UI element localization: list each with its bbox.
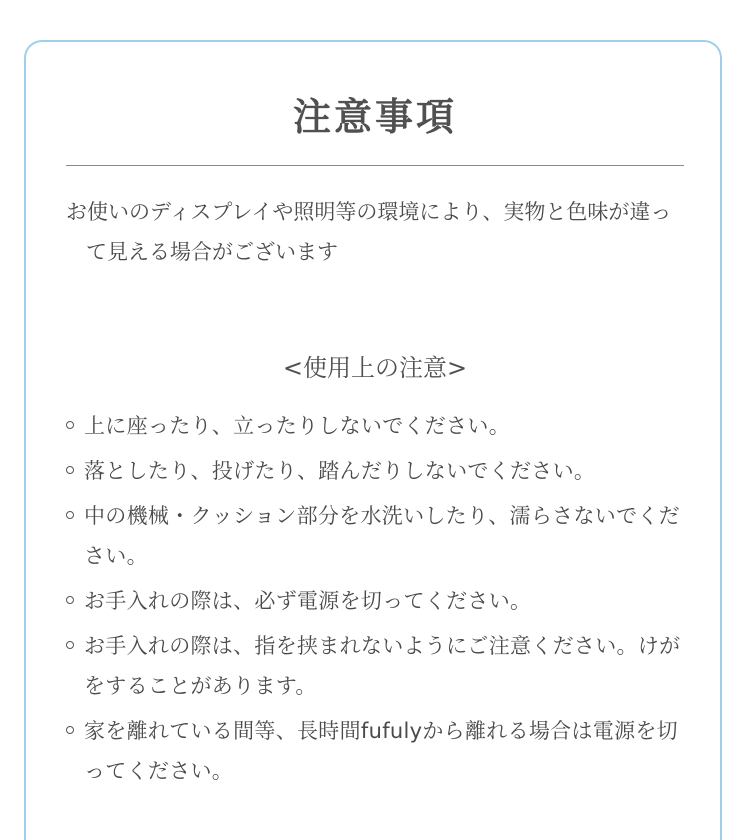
list-item xyxy=(66,626,694,706)
list-item xyxy=(66,581,694,621)
circle-bullet-icon xyxy=(66,466,74,474)
list-item xyxy=(66,451,694,491)
caution-card xyxy=(24,40,722,840)
note-text: 家を離れている間等、長時間fufulyから離れる場合は電源を切ってください。 xyxy=(84,719,678,783)
circle-bullet-icon xyxy=(66,511,74,519)
circle-bullet-icon xyxy=(66,641,74,649)
usage-notes-list xyxy=(66,406,694,796)
note-text: お手入れの際は、必ず電源を切ってください。 xyxy=(84,589,532,613)
display-color-notice: お使いのディスプレイや照明等の環境により、実物と色味が違って見える場合がございます xyxy=(66,200,672,264)
note-text: 中の機械・クッション部分を水洗いしたり、濡らさないでください。 xyxy=(84,504,680,568)
card-title: 注意事項 xyxy=(292,95,457,139)
circle-bullet-icon xyxy=(66,596,74,604)
note-text: 落としたり、投げたり、踏んだりしないでください。 xyxy=(84,459,596,483)
title-divider xyxy=(66,165,684,166)
circle-bullet-icon xyxy=(66,421,74,429)
list-item xyxy=(66,406,694,446)
list-item xyxy=(66,496,694,576)
note-text: お手入れの際は、指を挟まれないようにご注意ください。けがをすることがあります。 xyxy=(84,634,681,698)
note-text: 上に座ったり、立ったりしないでください。 xyxy=(84,414,510,438)
circle-bullet-icon xyxy=(66,726,74,734)
usage-heading: <使用上の注意> xyxy=(282,354,468,382)
list-item xyxy=(66,711,694,791)
